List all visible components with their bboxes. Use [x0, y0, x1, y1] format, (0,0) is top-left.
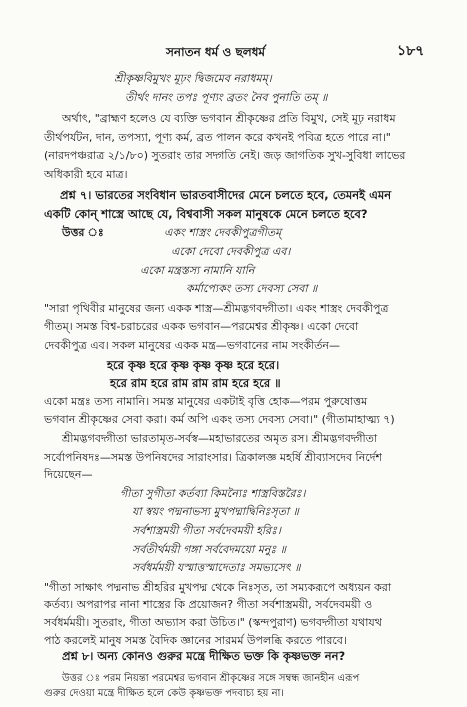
- sanskrit-verse-line: সর্বশাস্ত্রময়ী গীতা সর্বদেবময়ী হরিঃ।: [132, 524, 281, 538]
- answer-label: উত্তর ঃ: [62, 226, 104, 240]
- sanskrit-verse-line: একো দেবো দেবকীপুত্র এব।: [171, 245, 291, 259]
- sanskrit-verse-line: গীতা সুগীতা কর্তব্যা কিমন্যৈঃ শাস্ত্রবিস্তরৈঃ।: [120, 486, 306, 500]
- paragraph-line: একো মন্ত্রঃ তস্য নামানি। সমস্ত মানুষের একটাই বৃত্তি হোক—পরম পুরুষোত্তম: [44, 394, 368, 408]
- sanskrit-verse-line: যা স্বয়ং পদ্মনাভস্য মুখপদ্মাদ্বিনিঃসৃতা ॥: [132, 505, 299, 519]
- paragraph-line: কর্তব্য। অপরাপর নানা শাস্ত্রের কি প্রয়োজন? গীতা সর্বশাস্ত্রময়ী, সর্বদেবময়ী ও: [44, 598, 373, 612]
- maha-mantra-line: হরে কৃষ্ণ হরে কৃষ্ণ কৃষ্ণ কৃষ্ণ হরে হরে।: [107, 357, 280, 372]
- paragraph-line: পাঠ করলেই মানুষ সমস্ত বৈদিক জ্ঞানের সারমর্ম উপলব্ধি করতে পারবে।: [44, 633, 347, 647]
- question-heading: প্রশ্ন ৭। ভারতের সংবিধান ভারতবাসীদের মেনে চলতে হবে, তেমনই এমন: [60, 188, 392, 203]
- question-heading: প্রশ্ন ৮। অন্য কোনও গুরুর মন্ত্রে দীক্ষিত ভক্ত কি কৃষ্ণভক্ত নন?: [62, 648, 346, 663]
- sanskrit-verse-line: একং শাস্ত্রং দেবকীপুত্রগীতম্: [164, 226, 282, 240]
- maha-mantra-line: হরে রাম হরে রাম রাম রাম হরে হরে ॥: [110, 376, 281, 391]
- paragraph-line: "সারা পৃথিবীর মানুষের জন্য একক শাস্ত্র—শ্রীমদ্ভগবদ্গীতা। একং শাস্ত্রং দেবকীপুত্র: [44, 301, 389, 315]
- paragraph-line: "গীতা সাক্ষাৎ পদ্মনাভ শ্রীহরির মুখপদ্ম থেকে নিঃসৃত, তা সম্যকরূপে অধ্যয়ন করা: [44, 580, 392, 594]
- sanskrit-verse-line: সর্বতীর্থময়ী গঙ্গা সর্ববেদময়ো মনুঃ ॥: [132, 542, 286, 556]
- paragraph-line: তীর্থপর্যটন, দান, তপস্যা, পূণ্য কর্ম, ব্রত পালন করে কখনই পবিত্র হতে পারে না।": [44, 130, 391, 144]
- answer-paragraph-line: উত্তর ঃ পরম নিয়ন্তা পরমেশ্বর ভগবান শ্রীকৃষ্ণের সঙ্গে সম্বন্ধ জানহীন এরূপ: [62, 673, 360, 684]
- paragraph-line: সর্বধর্মময়ী। সুতরাং, গীতা অভ্যাস করা উচিত।" (স্কন্দপুরাণ) ভগবদ্গীতা যথাযথ: [44, 616, 382, 630]
- paragraph-line: অধিকারী হবে মাত্র।: [44, 167, 128, 181]
- running-title: সনাতন ধর্ম ও ছলধর্ম: [166, 45, 266, 59]
- paragraph-line: দেবকীপুত্র এব। সকল মানুষের একক মন্ত্র—ভগবানের নাম সংকীর্তন—: [44, 339, 341, 352]
- paragraph-line: ভগবান শ্রীকৃষ্ণের সেবা করা। কর্ম অপি একং তস্য দেবস্য সেবা।" (গীতামাহাত্ম্য ৭): [44, 413, 395, 427]
- page-number: ১৮৭: [397, 43, 425, 59]
- paragraph-line: দিয়েছেন—: [44, 468, 93, 482]
- paragraph-line: গীতম্। সমস্ত বিশ্ব-চরাচরের একক ভগবান—পরমেশ্বর শ্রীকৃষ্ণ। একো দেবো: [44, 320, 359, 334]
- question-heading: একটি কোন্ শাস্ত্রে আছে যে, বিশ্ববাসী সকল মানুষকে মেনে চলতে হবে?: [44, 206, 368, 221]
- answer-paragraph-line: গুরুর দেওয়া মন্ত্রে দীক্ষিত হলে কেউ কৃষ্ণভক্ত পদবাচ্য হয় না।: [44, 688, 285, 699]
- paragraph-line: অর্থাৎ, "ব্রাহ্মণ হলেও যে ব্যক্তি ভগবান শ্রীকৃষ্ণের প্রতি বিমুখ, সেই মূঢ় নরাধম: [62, 112, 396, 126]
- sanskrit-verse-line: তীর্থং দানং তপঃ পূণ্যং ব্রতং নৈব পুনাতি তম্ ॥: [125, 90, 328, 104]
- sanskrit-verse-line: একো মন্ত্রস্তস্য নামানি যানি: [140, 263, 255, 277]
- paragraph-line: শ্রীমদ্ভগবদ্গীতা ভারতামৃত-সর্বস্ব—মহাভারতের অমৃত রস। শ্রীমদ্ভগবদ্গীতা: [62, 432, 378, 445]
- paragraph-line: (নারদপঞ্চরাত্র ২/১/৮০) সুতরাং তার সদ্গতি নেই। জড় জাগতিক সুখ-সুবিধা লাভের: [44, 149, 406, 163]
- paragraph-line: সর্বোপনিষদঃ—সমস্ত উপনিষদের সারাংসার। ত্রিকালজ্ঞ মহর্ষি শ্রীব্যাসদেব নির্দেশ: [44, 450, 382, 464]
- sanskrit-verse-line: শ্রীকৃষ্ণবিমুখং মূঢ়ং দ্বিজমেব নরাধমম্।: [114, 72, 272, 86]
- sanskrit-verse-line: সর্বধর্মময়ী যস্মাত্তস্মাদেতাঃ সমভ্যসেৎ ॥: [132, 561, 301, 575]
- sanskrit-verse-line: কর্মাপ্যেকং তস্য দেবস্য সেবা ॥: [186, 282, 318, 296]
